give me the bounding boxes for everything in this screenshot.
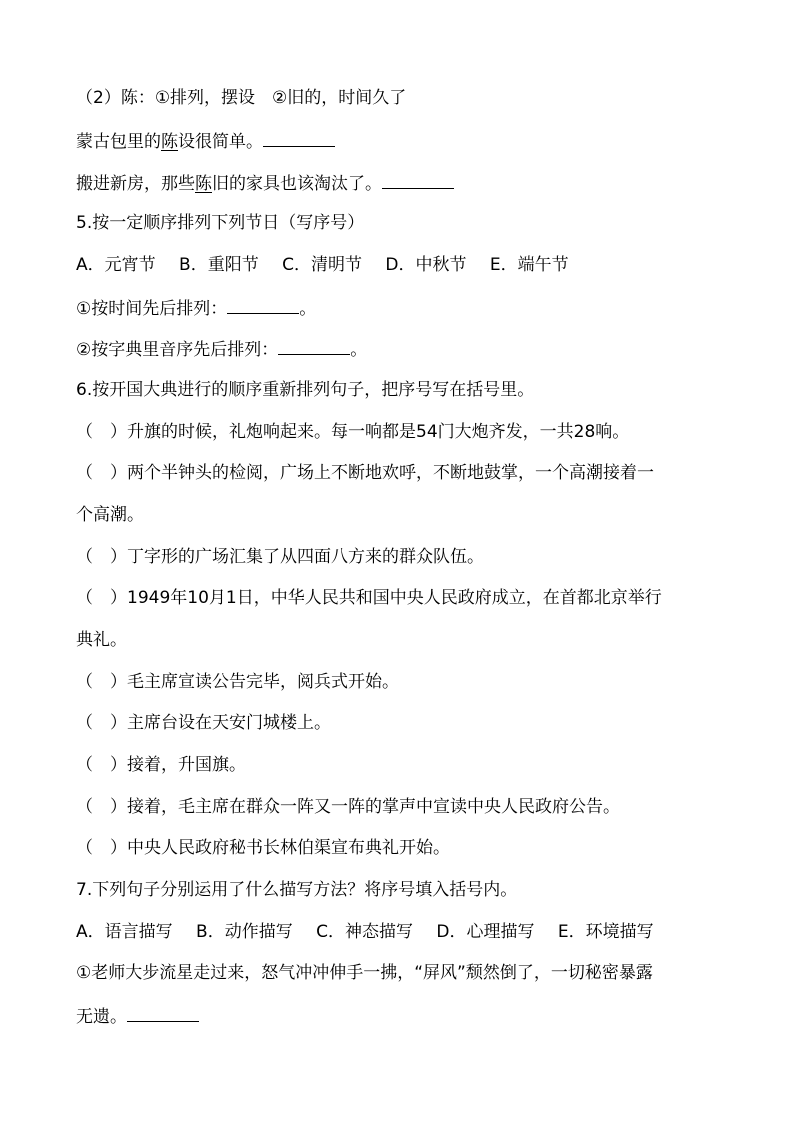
q6-item-4-line1: （ ）1949年10月1日，中华人民共和国中央人民政府成立，在首都北京举行 [76, 588, 662, 608]
q5-sub-1 [76, 295, 316, 321]
q5-option-b: B．重阳节 [179, 255, 259, 275]
q7-options [76, 920, 672, 944]
q5-sub2-end: 。 [350, 340, 368, 360]
q2-s2-before: 搬进新房，那些 [76, 174, 195, 194]
q5-sub1-end: 。 [299, 299, 317, 319]
q5-sub-2 [76, 336, 367, 362]
q5-option-c: C．清明节 [282, 255, 362, 275]
q7-option-d: D．心理描写 [436, 922, 535, 942]
q7-option-b: B．动作描写 [196, 922, 293, 942]
q2-sentence-2 [76, 170, 454, 196]
q2-s2-after: 旧的家具也该淘汰了。 [212, 174, 382, 194]
q5-sub1-answer-blank[interactable] [227, 295, 299, 314]
q5-option-a: A．元宵节 [76, 255, 156, 275]
q5-sub2-label: ②按字典里音序先后排列： [76, 340, 279, 360]
q6-title: 6.按开国大典进行的顺序重新排列句子，把序号写在括号里。 [76, 380, 535, 400]
q6-item-3: （ ）丁字形的广场汇集了从四面八方来的群众队伍。 [76, 547, 484, 567]
q6-item-9: （ ）中央人民政府秘书长林伯渠宣布典礼开始。 [76, 838, 450, 858]
q7-option-a: A．语言描写 [76, 922, 173, 942]
q2-sentence-1 [76, 128, 335, 154]
q5-option-d: D．中秋节 [385, 255, 467, 275]
q2-s1-underlined-word: 陈 [161, 132, 178, 152]
q7-title: 7.下列句子分别运用了什么描写方法？将序号填入括号内。 [76, 880, 518, 900]
q7-sentence-1-line1: ①老师大步流星走过来，怒气冲冲伸手一拂，“屏风”颓然倒了，一切秘密暴露 [76, 963, 653, 983]
q2-s2-underlined-word: 陈 [195, 174, 212, 194]
q2-s1-before: 蒙古包里的 [76, 132, 161, 152]
q5-options [76, 253, 587, 277]
q5-option-e: E．端午节 [489, 255, 569, 275]
q5-sub2-answer-blank[interactable] [278, 336, 350, 355]
q2-s1-answer-blank[interactable] [263, 128, 335, 147]
q7-sentence-1-line2 [76, 1003, 199, 1029]
q6-item-8: （ ）接着，毛主席在群众一阵又一阵的掌声中宣读中央人民政府公告。 [76, 797, 620, 817]
q6-item-4-line2: 典礼。 [76, 630, 127, 650]
q2-definition-line: （2）陈：①排列，摆设 ②旧的，时间久了 [76, 88, 407, 108]
q7-s1-answer-blank[interactable] [127, 1003, 199, 1022]
q6-item-2-line1: （ ）两个半钟头的检阅，广场上不断地欢呼，不断地鼓掌，一个高潮接着一 [76, 463, 654, 483]
q6-item-6: （ ）主席台设在天安门城楼上。 [76, 713, 331, 733]
q6-item-2-line2: 个高潮。 [76, 505, 144, 525]
q7-s1-line2-text: 无遗。 [76, 1007, 127, 1027]
q2-s2-answer-blank[interactable] [382, 170, 454, 189]
q6-item-1: （ ）升旗的时候，礼炮响起来。每一响都是54门大炮齐发，一共28响。 [76, 422, 630, 442]
q6-item-7: （ ）接着，升国旗。 [76, 755, 246, 775]
q5-title: 5.按一定顺序排列下列节日（写序号） [76, 213, 365, 233]
q7-option-c: C．神态描写 [316, 922, 413, 942]
q2-s1-after: 设很简单。 [178, 132, 263, 152]
q6-item-5: （ ）毛主席宣读公告完毕，阅兵式开始。 [76, 672, 399, 692]
q5-sub1-label: ①按时间先后排列： [76, 299, 228, 319]
q7-option-e: E．环境描写 [557, 922, 654, 942]
